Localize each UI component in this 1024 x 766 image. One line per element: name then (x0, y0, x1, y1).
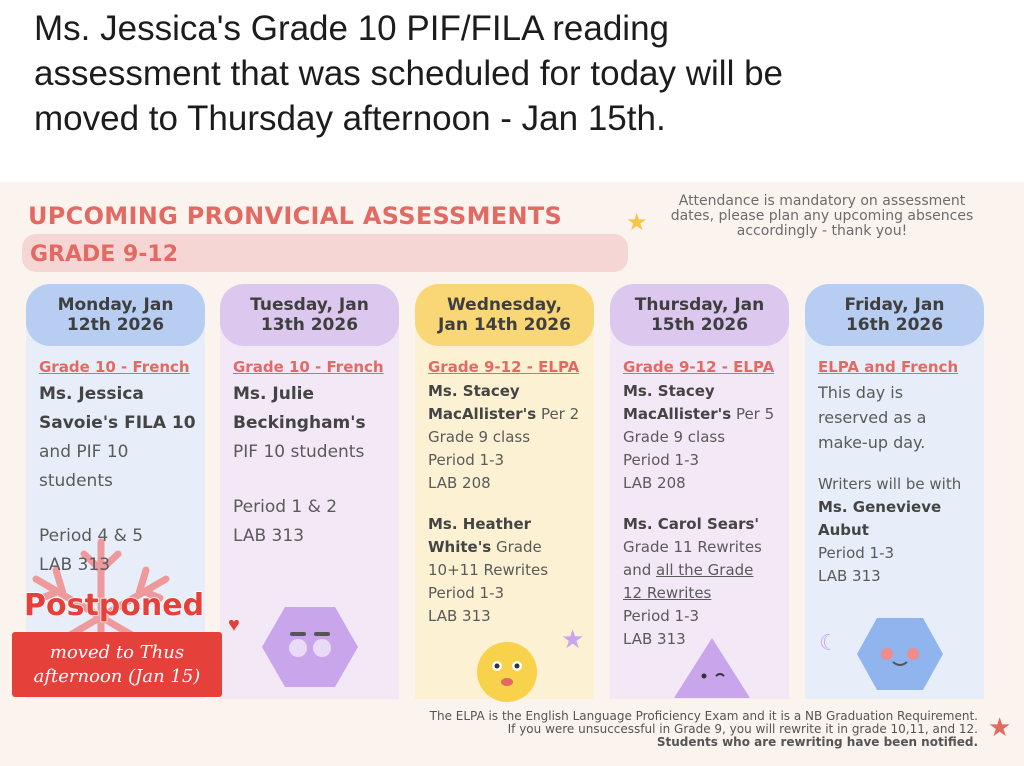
headline-line-1: Ms. Jessica's Grade 10 PIF/FILA reading (34, 9, 670, 48)
thursday-details: Grade 9-12 - ELPA Ms. Stacey MacAllister's Per 5 Grade 9 class Period 1-3 LAB 208 Ms. Carol Sears' Grade 11 Rewrites and all the Grade 12 Rewrites Period 1-3 LAB 313 (623, 358, 785, 651)
headline-line-3: moved to Thursday afternoon - Jan 15th. (34, 99, 666, 138)
monday-header: Monday, Jan 12th 2026 (26, 284, 205, 346)
friday-subject: ELPA and French (818, 358, 959, 376)
star-icon: ★ (988, 712, 1012, 742)
thursday-header: Thursday, Jan 15th 2026 (610, 284, 789, 346)
smiley-face-icon (467, 634, 547, 704)
poster-title: UPCOMING PRONVICIAL ASSESSMENTS (28, 202, 563, 230)
moon-icon: ☾ (819, 630, 839, 655)
hexagon-character-icon (260, 602, 360, 692)
attendance-note: Attendance is mandatory on assessment dates, please plan any upcoming absences accordingly - thank you! (670, 193, 974, 239)
wednesday-subject: Grade 9-12 - ELPA (428, 358, 580, 376)
star-icon: ★ (626, 209, 648, 236)
headline-line-2: assessment that was scheduled for today will be (34, 54, 783, 93)
star-icon: ★ (561, 624, 585, 654)
hexagon-character-icon (855, 614, 945, 694)
wednesday-details: Grade 9-12 - ELPA Ms. Stacey MacAllister's Per 2 Grade 9 class Period 1-3 LAB 208 Ms. Heather White's Grade 10+11 Rewrites Period 1-3 LAB 313 (428, 358, 590, 628)
tuesday-details: Grade 10 - French Ms. Julie Beckingham's PIF 10 students Period 1 & 2 LAB 313 (233, 358, 395, 551)
elpa-footnote: The ELPA is the English Language Proficiency Exam and it is a NB Graduation Requirement. If you were unsuccessful in Grade 9, you will rewrite it in grade 10,11, and 12. Students who are rewriting have been notified. (429, 709, 978, 749)
postponed-label: Postponed (24, 588, 205, 623)
monday-details: Grade 10 - French Ms. Jessica Savoie's FILA 10 and PIF 10 students Period 4 & 5 LAB 313 (39, 358, 201, 580)
friday-header: Friday, Jan 16th 2026 (805, 284, 984, 346)
tuesday-column (220, 284, 399, 699)
assessment-schedule-image[interactable] (0, 182, 1024, 766)
thursday-subject: Grade 9-12 - ELPA (623, 358, 775, 376)
postponed-note: moved to Thus afternoon (Jan 15) (12, 632, 222, 697)
monday-subject: Grade 10 - French (39, 358, 190, 376)
announcement-headline (34, 6, 994, 141)
wednesday-header: Wednesday, Jan 14th 2026 (415, 284, 594, 346)
triangle-character-icon (672, 636, 752, 700)
friday-details: ELPA and French This day is reserved as a make-up day. Writers will be with Ms. Genevieve Aubut Period 1-3 LAB 313 (818, 358, 980, 588)
tuesday-subject: Grade 10 - French (233, 358, 384, 376)
thursday-column (610, 284, 789, 699)
friday-column (805, 284, 984, 699)
wednesday-column (415, 284, 594, 699)
heart-icon: ♥ (228, 614, 240, 636)
grade-range-label: GRADE 9-12 (30, 242, 179, 267)
tuesday-header: Tuesday, Jan 13th 2026 (220, 284, 399, 346)
